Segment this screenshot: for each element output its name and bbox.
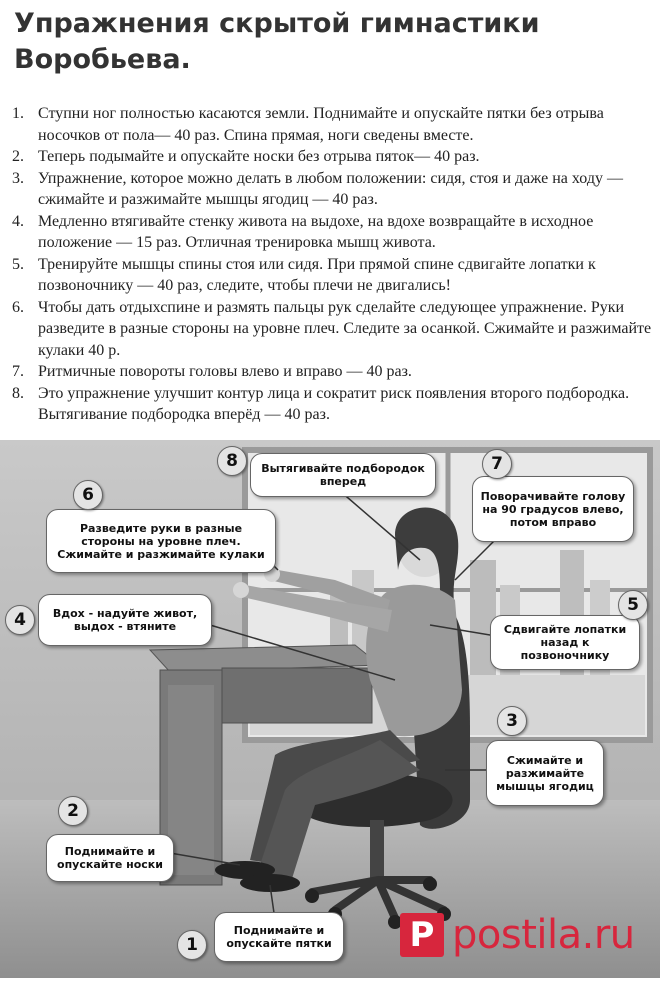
list-item-number: 3. — [12, 169, 24, 187]
callout-toes-up-down: Поднимайте и опускайте носки — [46, 834, 174, 882]
list-item — [8, 103, 653, 146]
callout-pull-chin-forward: Вытягивайте подбородок вперед — [250, 453, 436, 497]
list-item-text: Чтобы дать отдыхспине и размять пальцы рук сделайте следующее упражнение. Руки разведите в разные стороны на уровне плеч. Следите за осанкой. Сжимайте и разжимайте кулаки 40 р. — [38, 298, 652, 359]
list-item-text: Ритмичные повороты головы влево и вправо — 40 раз. — [38, 363, 412, 380]
exercise-list — [8, 103, 653, 426]
list-item-number: 7. — [12, 363, 24, 380]
list-item — [8, 383, 653, 426]
step-badge-2: 2 — [58, 796, 88, 826]
step-badge-4: 4 — [5, 605, 35, 635]
callout-glute-squeeze: Сжимайте и разжимайте мышцы ягодиц — [486, 740, 604, 806]
list-item — [8, 254, 653, 297]
callout-belly-breathing: Вдох - надуйте живот, выдох - втяните — [38, 594, 212, 646]
list-item-text: Ступни ног полностью касаются земли. Поднимайте и опускайте пятки без отрыва носочков от пола— 40 раз. Спина прямая, ноги сведены вместе. — [38, 105, 604, 144]
list-item — [8, 146, 653, 168]
list-item-number: 8. — [12, 384, 24, 402]
step-badge-7: 7 — [482, 449, 512, 479]
callout-turn-head: Поворачивайте голову на 90 градусов влево, потом вправо — [472, 476, 634, 542]
exercise-illustration — [0, 440, 660, 978]
list-item — [8, 361, 653, 383]
postila-logo-text: postila.ru — [452, 912, 635, 958]
list-item — [8, 168, 653, 211]
postila-logo-icon: P — [400, 913, 444, 957]
list-item-text: Упражнение, которое можно делать в любом положении: сидя, стоя и даже на ходу — сжимайте и разжимайте мышцы ягодиц — 40 раз. — [38, 169, 623, 208]
step-badge-1: 1 — [177, 930, 207, 960]
step-badge-8: 8 — [217, 446, 247, 476]
list-item-number: 2. — [12, 148, 24, 165]
list-item-number: 6. — [12, 298, 24, 316]
list-item-number: 4. — [12, 212, 24, 230]
step-badge-6: 6 — [73, 480, 103, 510]
step-badge-5: 5 — [618, 590, 648, 620]
step-badge-3: 3 — [497, 706, 527, 736]
list-item — [8, 211, 653, 254]
list-item — [8, 297, 653, 362]
postila-watermark — [400, 912, 635, 958]
list-item-number: 1. — [12, 105, 24, 122]
callout-heels-up-down: Поднимайте и опускайте пятки — [214, 912, 344, 962]
list-item-text: Теперь подымайте и опускайте носки без отрыва пяток— 40 раз. — [38, 148, 480, 165]
list-item-text: Это упражнение улучшит контур лица и сократит риск появления второго подбородка. Вытягивание подбородка вперёд — 40 раз. — [38, 384, 630, 423]
callout-shoulder-blades: Сдвигайте лопатки назад к позвоночнику — [490, 615, 640, 670]
page-title: Упражнения скрытой гимнастики Воробьева. — [14, 8, 540, 75]
callout-arms-apart-fists: Разведите руки в разные стороны на уровне плеч. Сжимайте и разжимайте кулаки — [46, 509, 276, 573]
list-item-number: 5. — [12, 255, 24, 273]
list-item-text: Медленно втягивайте стенку живота на выдохе, на вдохе возвращайте в исходное положение — 15 раз. Отличная тренировка мышц живота. — [38, 212, 594, 251]
list-item-text: Тренируйте мышцы спины стоя или сидя. При прямой спине сдвигайте лопатки к позвоночнику — 40 раз, следите, чтобы плечи не двигались! — [38, 255, 596, 294]
